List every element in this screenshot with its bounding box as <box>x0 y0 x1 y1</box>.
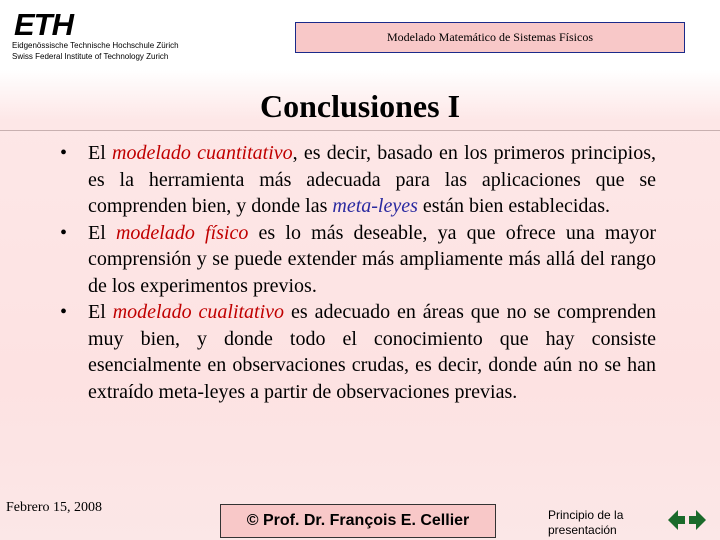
header-title-box <box>295 22 685 53</box>
bullet-text-post: es adecuado en áreas que no se comprenden muy bien, y donde todo el conocimiento que hay consiste esencialmente en observaciones crudas, es decir, donde aún no se han extraído meta-leyes a partir de observaciones previas. <box>88 301 656 403</box>
bullet-text-post: es lo más deseable, ya que ofrece una mayor comprensión y se puede extender más ampliamente más allá del rango de los experimentos previos. <box>88 221 656 297</box>
bullet-symbol: • <box>60 142 68 164</box>
eth-logo-line1: Eidgenössische Technische Hochschule Zürich <box>12 41 179 50</box>
bullet-text-mid: , es decir, basado en los primeros principios, es la herramienta más adecuada para las aplicaciones que se comprenden bien, y donde las <box>88 142 656 217</box>
eth-logo <box>12 7 212 65</box>
bullet-item <box>56 220 656 300</box>
bullet-list <box>56 140 656 405</box>
bullet-text-pre: El <box>88 221 116 244</box>
author-credit: © Prof. Dr. François E. Cellier <box>246 512 470 529</box>
bullet-text-pre: El <box>88 142 113 164</box>
bullet-item <box>56 299 656 405</box>
start-of-presentation-link[interactable]: Principio de la presentación <box>548 508 624 537</box>
bullet-text-pre: El <box>88 301 113 323</box>
bullet-term: modelado físico <box>115 221 249 244</box>
back-forward-arrows-icon[interactable] <box>666 506 708 534</box>
footer-date: Febrero 15, 2008 <box>6 500 103 515</box>
slide-title: Conclusiones I <box>259 88 461 124</box>
bullet-symbol: • <box>60 301 68 323</box>
author-box <box>220 504 496 538</box>
bullet-term-secondary: meta-leyes <box>332 195 418 217</box>
eth-logo-text: ETH <box>14 7 73 42</box>
eth-logo-line2: Swiss Federal Institute of Technology Zurich <box>12 52 169 61</box>
bullet-term: modelado cuantitativo <box>112 142 293 164</box>
bullet-term: modelado cualitativo <box>112 301 285 323</box>
bullet-item <box>56 140 656 220</box>
back-forward-arrows-svg <box>666 506 708 534</box>
bullet-symbol: • <box>60 221 68 244</box>
header-title: Modelado Matemático de Sistemas Físicos <box>387 30 593 44</box>
bullet-text-post: están bien establecidas. <box>417 195 611 217</box>
title-divider <box>0 130 720 131</box>
